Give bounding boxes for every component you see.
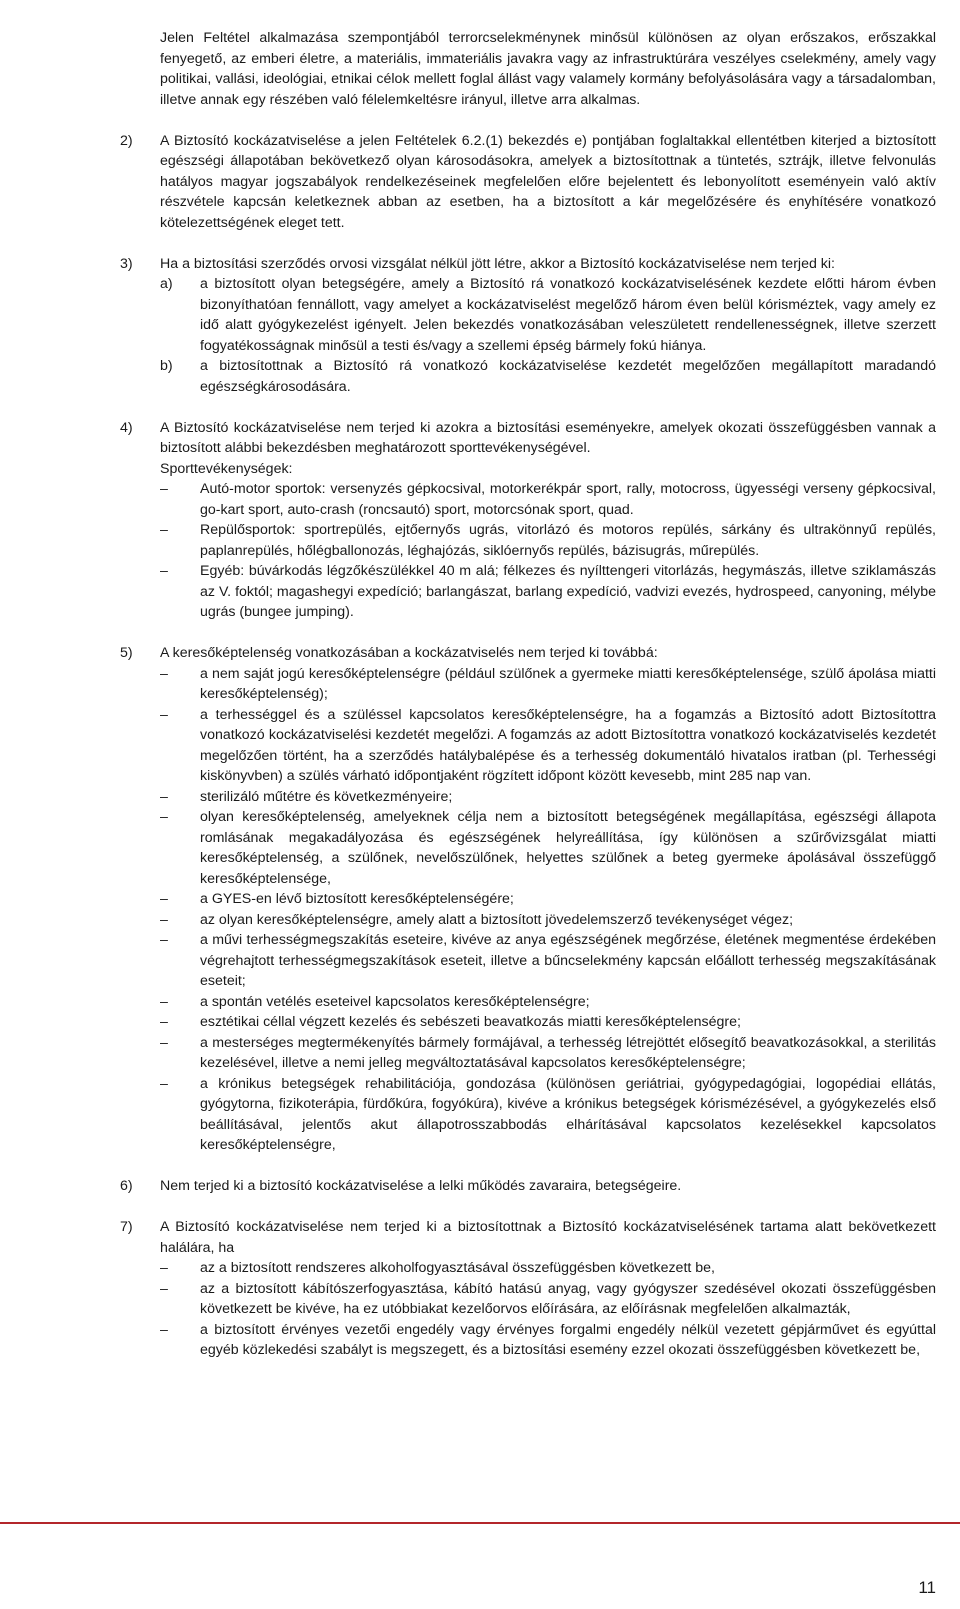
- list-item: [160, 1258, 936, 1279]
- list-item-text: az a biztosított rendszeres alkoholfogyasztásával összefüggésben következett be,: [200, 1260, 715, 1276]
- dash-bullet: –: [160, 665, 168, 682]
- sub-item-a: [160, 274, 936, 356]
- list-item-text: sterilizáló műtétre és következményeire;: [200, 788, 453, 805]
- list-item: [160, 520, 936, 561]
- document-body: [120, 28, 936, 1381]
- dash-bullet: –: [160, 993, 168, 1010]
- sub-item-b: [160, 356, 936, 397]
- sub-item-label: a): [160, 276, 173, 292]
- section-text: A Biztosító kockázatviselése nem terjed ki azokra a biztosítási eseményekre, amelyek okozati összefüggésben vannak a biztosított alábbi bekezdésben meghatározott sporttevékenységével.: [160, 419, 936, 456]
- list-item: [160, 807, 936, 889]
- dash-bullet: –: [160, 932, 168, 948]
- list-item: [160, 1074, 936, 1156]
- footer-rule: [0, 1522, 960, 1524]
- list-item-text: esztétikai céllal végzett kezelés és sebészeti beavatkozás miatti keresőképtelenségre;: [200, 1014, 741, 1030]
- list-item-text: a spontán vetélés eseteivel kapcsolatos keresőképtelenségre;: [200, 993, 590, 1010]
- section-text: A Biztosító kockázatviselése nem terjed ki a biztosítottnak a Biztosító kockázatviselésének tartama alatt bekövetkezett halálára, ha: [160, 1219, 936, 1256]
- dash-bullet: –: [160, 1034, 168, 1051]
- dash-bullet: –: [160, 522, 168, 538]
- list-item: [160, 910, 936, 931]
- list-item-text: olyan keresőképtelenség, amelyeknek célja nem a biztosított betegségének megállapítása, egészségi állapota romlásának megakadályozása és egészségének helyreállítása, így különösen a szűrővizsgálat miatti keresőképtelenség, a szülőnek, nevelőszülőnek, helyettes szülőnek a beteg gyermeke ápolásával összefüggő keresőképtelensége,: [200, 809, 936, 887]
- dash-bullet: –: [160, 706, 168, 723]
- list-item-text: a művi terhességmegszakítás eseteire, kivéve az anya egészségének megőrzése, életének megmentése érdekében végrehajtott terhességmegszakítások eseteit, illetve a bűncselekmény kapcsán előállott terhesség megszakításának eseteit;: [200, 932, 936, 989]
- dash-bullet: –: [160, 809, 168, 825]
- dash-bullet: –: [160, 563, 168, 579]
- list-item: [160, 561, 936, 623]
- section-4: [120, 418, 936, 623]
- page-number: 11: [918, 1578, 936, 1597]
- section-number: 2): [120, 132, 133, 149]
- list-item-text: a terhességgel és a szüléssel kapcsolatos keresőképtelenségre, ha a fogamzás a Biztosító adott Biztosítottra vonatkozó kockázatviselési kezdetét megelőzi. A fogamzás az adott Biztosítottra vonatkozó kockázatviselés kezdetét megelőzően történt, ha a szerződés hatálybalépése és a terhesség dokumentáló hivatalos iratban (pl. Terhességi kiskönyvben) a szülés várható időpontjaként rögzített időpont között kevesebb, mint 285 nap van.: [200, 706, 936, 784]
- section-text: A keresőképtelenség vonatkozásában a kockázatviselés nem terjed ki továbbá:: [160, 645, 658, 661]
- list-item: [160, 1279, 936, 1320]
- dash-bullet: –: [160, 1014, 168, 1030]
- list-item: [160, 479, 936, 520]
- section-text: A Biztosító kockázatviselése a jelen Feltételek 6.2.(1) bekezdés e) pontjában foglaltakkal ellentétben kiterjed a biztosított egészségi állapotában bekövetkező olyan károsodásokra, amelyek a biztosítottnak a tüntetés, sztrájk, illetve felvonulás hatályos magyar jogszabályok rendelkezéseinek megfelelően előre bejelentett és lebonyolított eseményein való aktív részvétele kapcsán keletkeznek abban az esetben, ha a biztosított a kár megelőzésére és enyhítésére vonatkozó kötelezettségének eleget tett.: [160, 132, 936, 231]
- section-2: [120, 131, 936, 234]
- list-item-text: Autó-motor sportok: versenyzés gépkocsival, motorkerékpár sport, rally, motocross, ügyességi verseny gépkocsival, go-kart sport, auto-crash (roncsautó) sport, motorcsónak sport, quad.: [200, 481, 936, 518]
- list-item: [160, 992, 936, 1013]
- sub-item-text: a biztosítottnak a Biztosító rá vonatkozó kockázatviselése kezdetét megelőzően megállapított maradandó egészségkárosodására.: [200, 358, 936, 395]
- sub-item-text: a biztosított olyan betegségére, amely a Biztosító rá vonatkozó kockázatviselésének kezdete előtti három évben bizonyíthatóan fennállott, vagy amelyet a kockázatviselést megelőző három éven belül kórisméztek, vagy amely ez idő alatt gyógykezelést igényelt. Jelen bekezdés vonatkozásában veleszületett rendellenességnek, illetve szerzett fogyatékosságnak minősül a testi és/vagy a szellemi épség bármely fokú hiánya.: [200, 276, 936, 354]
- list-item: [160, 1012, 936, 1033]
- list-item-text: Repülősportok: sportrepülés, ejtőernyős ugrás, vitorlázó és motoros repülés, sárkány és ultrakönnyű repülés, paplanrepülés, hőlégballonozás, léghajózás, siklóernyős repülés, bázisugrás, műrepülés.: [200, 522, 936, 559]
- list-item-text: az a biztosított kábítószerfogyasztása, kábító hatású anyag, vagy gyógyszer szedésével okozati összefüggésben következett be kivéve, ha ez utóbbiakat kezelőorvos előírására, az előírásnak megfelelően alkalmazták,: [200, 1280, 936, 1317]
- section-number: 3): [120, 255, 133, 272]
- dash-bullet: –: [160, 1075, 168, 1092]
- list-item-text: a GYES-en lévő biztosított keresőképtelenségére;: [200, 891, 514, 907]
- dash-bullet: –: [160, 788, 168, 805]
- section-number: 5): [120, 645, 133, 661]
- section-text: Ha a biztosítási szerződés orvosi vizsgálat nélkül jött létre, akkor a Biztosító kockázatviselése nem terjed ki:: [160, 255, 835, 272]
- section-3: [120, 254, 936, 398]
- terror-definition-paragraph: Jelen Feltétel alkalmazása szempontjából terrorcselekménynek minősül különösen az olyan erőszakos, erőszakkal fenyegető, az emberi életre, a materiális, immateriális javakra vagy az infrastruktúrára veszélyes cselekmény, amely vagy politikai, vallási, ideológiai, etnikai célok mellett foglal állást vagy valamely kormány befolyásolására vagy a társadalomban, illetve annak egy részében való félelemkeltésre irányul, illetve arra alkalmas.: [160, 30, 936, 108]
- death-exclusion-list: [160, 1258, 936, 1361]
- section-number: 6): [120, 1178, 133, 1194]
- dash-bullet: –: [160, 481, 168, 497]
- dash-bullet: –: [160, 1260, 168, 1276]
- list-item-text: Egyéb: búvárkodás légzőkészülékkel 40 m alá; félkezes és nyílttengeri vitorlázás, hegymászás, illetve sziklamászás az V. foktól; magashegyi expedíció; barlangászat, barlang expedíció, vadvizi evezés, hydrospeed, canyoning, mélybe ugrás (bungee jumping).: [200, 563, 936, 620]
- section-number: 4): [120, 419, 133, 436]
- list-item-text: a nem saját jogú keresőképtelenségre (például szülőnek a gyermeke miatti keresőképtelensége, szülő ápolása miatti keresőképtelenség);: [200, 665, 936, 702]
- list-item: [160, 787, 936, 808]
- list-item: [160, 705, 936, 787]
- list-item: [160, 1320, 936, 1361]
- list-item: [160, 930, 936, 992]
- list-item-text: a mesterséges megtermékenyítés bármely formájával, a terhesség létrejöttét elősegítő beavatkozásokkal, a sterilitás kezelésével, illetve a nemi jelleg megváltoztatásával kapcsolatos keresőképtelenségre;: [200, 1034, 936, 1071]
- list-item-text: a krónikus betegségek rehabilitációja, gondozása (különösen geriátriai, gyógypedagógiai, logopédiai ellátás, gyógytorna, fizikoterápia, fürdőkúra, fogyókúra), kivéve a krónikus betegségek kórismézésével, a gyógykezelés első beállításával, jelentős akut állapotrosszabbodás elhárításával kapcsolatos kezelésekkel kapcsolatos keresőképtelenségre,: [200, 1075, 936, 1153]
- list-item-text: az olyan keresőképtelenségre, amely alatt a biztosított jövedelemszerző tevékenységet végez;: [200, 911, 794, 928]
- list-item: [160, 664, 936, 705]
- section-number: 7): [120, 1219, 133, 1235]
- sub-heading: Sporttevékenységek:: [160, 460, 293, 477]
- section-6: [120, 1176, 936, 1197]
- list-item: [160, 1033, 936, 1074]
- list-item: [160, 889, 936, 910]
- sport-list: [160, 479, 936, 623]
- dash-bullet: –: [160, 1280, 168, 1297]
- list-item-text: a biztosított érvényes vezetői engedély vagy érvényes forgalmi engedély nélkül vezetett gépjárművet és egyúttal egyéb közlekedési szabályt is megszegett, és a biztosítási esemény ezzel okozati összefüggésben következett be,: [200, 1321, 936, 1358]
- exclusion-list: [160, 664, 936, 1156]
- sub-item-label: b): [160, 358, 173, 374]
- dash-bullet: –: [160, 911, 168, 928]
- dash-bullet: –: [160, 1321, 168, 1338]
- section-text: Nem terjed ki a biztosító kockázatviselése a lelki működés zavaraira, betegségeire.: [160, 1178, 682, 1194]
- dash-bullet: –: [160, 891, 168, 907]
- section-7: [120, 1217, 936, 1361]
- section-5: [120, 643, 936, 1156]
